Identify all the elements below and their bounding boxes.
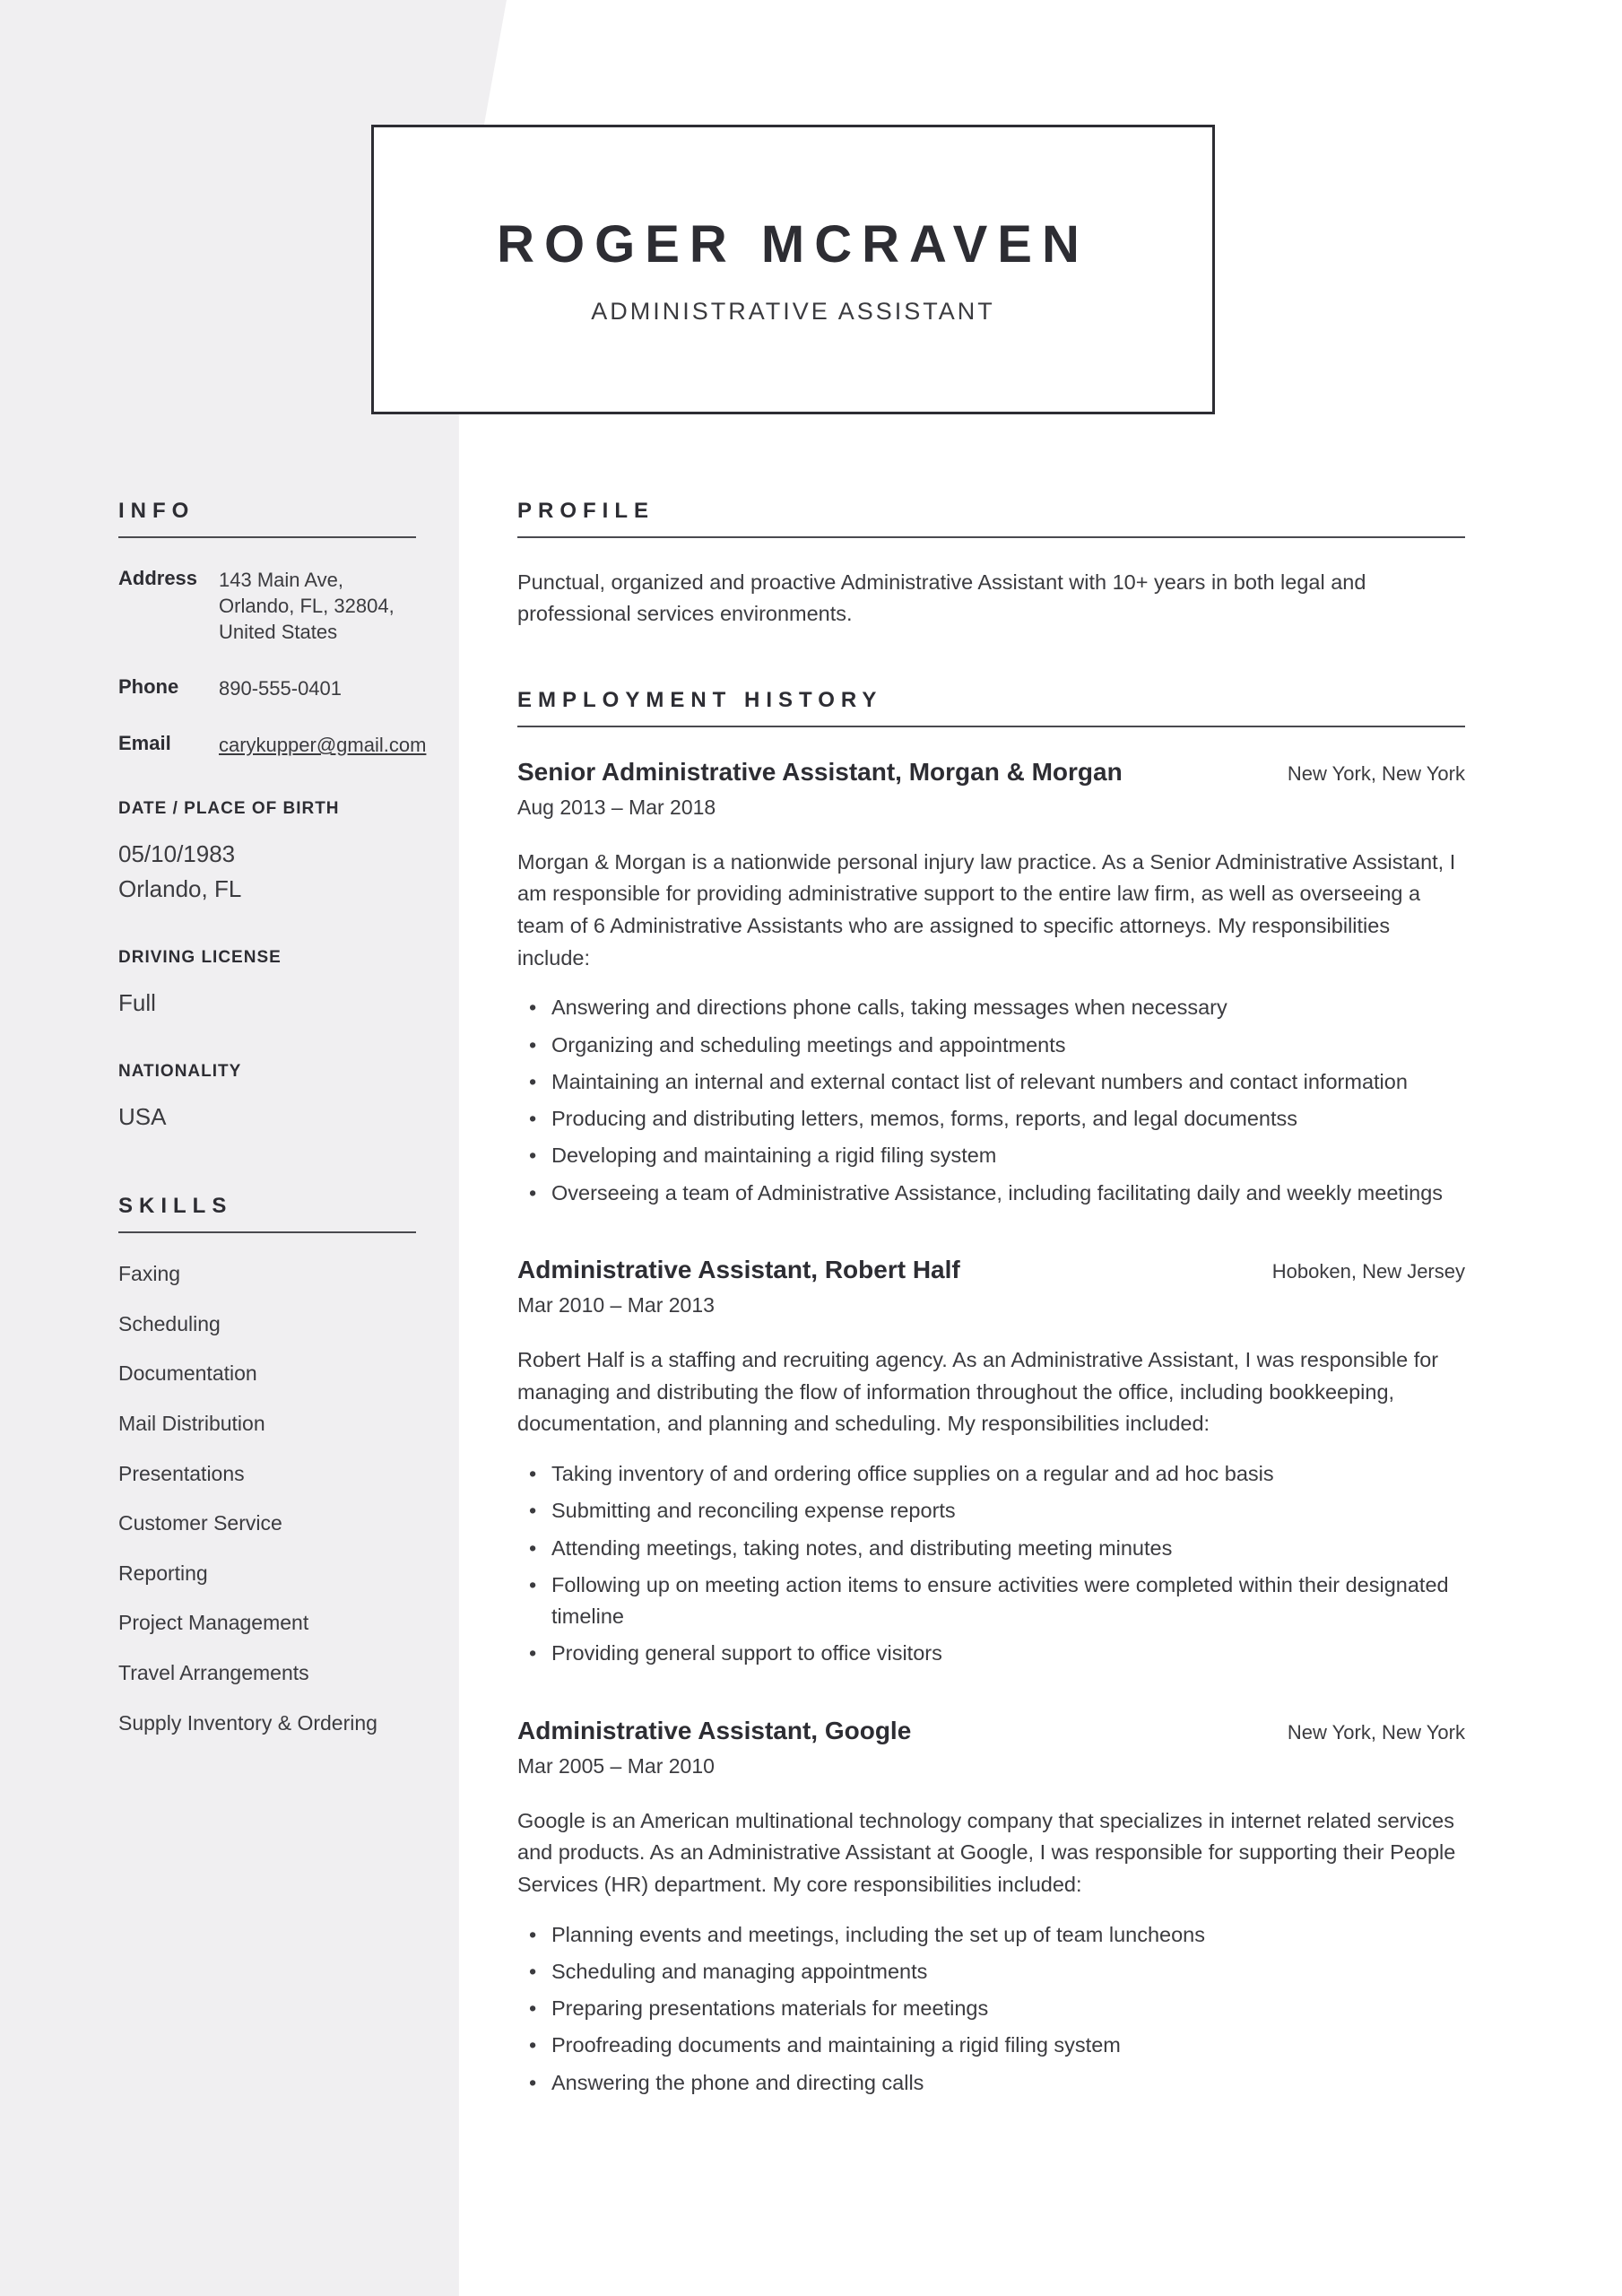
job-header (517, 1256, 1465, 1284)
license-heading: DRIVING LICENSE (118, 948, 282, 968)
skill-item: Scheduling (118, 1311, 221, 1335)
skills-heading: SKILLS (118, 1194, 233, 1219)
job-bullet: • Overseeing a team of Administrative Assistance, including facilitating daily and weekly meetings (517, 1178, 1465, 1209)
job-entry (517, 758, 1465, 1209)
skill-item: Customer Service (118, 1511, 282, 1535)
divider (517, 726, 1465, 727)
profile-heading: PROFILE (517, 499, 655, 523)
job-entry (517, 1256, 1465, 1670)
job-bullet: • Developing and maintaining a rigid filing system (517, 1140, 1465, 1171)
skills-list (118, 1262, 416, 1735)
job-bullet: • Maintaining an internal and external contact list of relevant numbers and contact information (517, 1066, 1465, 1098)
candidate-title: ADMINISTRATIVE ASSISTANT (591, 297, 995, 325)
job-title: Senior Administrative Assistant, Morgan & Morgan (517, 757, 1123, 786)
job-location: Hoboken, New Jersey (1271, 1259, 1465, 1283)
job-header (517, 758, 1465, 787)
dob-heading: DATE / PLACE OF BIRTH (118, 799, 340, 819)
job-bullet: • Planning events and meetings, including the set up of team luncheons (517, 1919, 1465, 1951)
skill-item: Faxing (118, 1262, 181, 1286)
skill-item: Travel Arrangements (118, 1660, 309, 1684)
nationality-heading: NATIONALITY (118, 1062, 242, 1082)
job-description: Morgan & Morgan is a nationwide personal injury law practice. As a Senior Administrative Assistant, I am responsible for providing administrative support to the entire law firm, as well as overseeing a team of 6 Administrative Assistants who are assigned to specific attorneys. My responsibilities include: (517, 849, 1456, 970)
skill-item: Mail Distribution (118, 1411, 265, 1435)
job-description: Google is an American multinational technology company that specializes in internet related services and products. As an Administrative Assistant at Google, I was responsible for supporting their People Services (HR) department. My core responsibilities included: (517, 1808, 1456, 1896)
job-bullet: • Answering the phone and directing calls (517, 2067, 1465, 2099)
job-description: Robert Half is a staffing and recruiting agency. As an Administrative Assistant, I was responsible for managing and distributing the flow of information throughout the office, including bookkeeping, documentation, and planning and scheduling. My responsibilities included: (517, 1347, 1439, 1436)
employment-heading: EMPLOYMENT HISTORY (517, 687, 883, 712)
name-box (371, 125, 1215, 414)
job-bullet: • Submitting and reconciling expense reports (517, 1495, 1465, 1526)
job-dates: Mar 2005 – Mar 2010 (517, 1753, 715, 1778)
job-header (517, 1717, 1465, 1745)
phone-value: 890-555-0401 (219, 677, 343, 700)
divider (118, 536, 416, 538)
job-bullet: • Organizing and scheduling meetings and appointments (517, 1030, 1465, 1061)
skill-item: Documentation (118, 1361, 257, 1386)
job-title: Administrative Assistant, Robert Half (517, 1255, 960, 1283)
candidate-name: ROGER MCRAVEN (497, 214, 1089, 274)
address-value (219, 567, 395, 645)
job-bullet: • Preparing presentations materials for meetings (517, 1993, 1465, 2024)
job-bullet: • Proofreading documents and maintaining a rigid filing system (517, 2030, 1465, 2061)
job-dates: Mar 2010 – Mar 2013 (517, 1292, 715, 1317)
job-bullet: • Producing and distributing letters, memos, forms, reports, and legal documentss (517, 1103, 1465, 1135)
email-link[interactable]: carykupper@gmail.com (219, 734, 427, 757)
skill-item: Reporting (118, 1561, 208, 1585)
jobs-list (517, 758, 1465, 2099)
address-line: Orlando, FL, 32804, (219, 595, 395, 618)
job-bullet: • Taking inventory of and ordering office supplies on a regular and ad hoc basis (517, 1458, 1465, 1490)
address-row (118, 567, 416, 645)
job-title: Administrative Assistant, Google (517, 1716, 912, 1744)
info-heading: INFO (118, 499, 195, 523)
address-line: United States (219, 621, 338, 644)
job-dates: Aug 2013 – Mar 2018 (517, 795, 716, 819)
job-bullet: • Scheduling and managing appointments (517, 1956, 1465, 1987)
divider (118, 1231, 416, 1233)
dob-place: Orlando, FL (118, 875, 242, 903)
job-bullet: • Providing general support to office visitors (517, 1638, 1465, 1669)
job-location: New York, New York (1287, 761, 1465, 785)
job-bullets (517, 1919, 1465, 2099)
job-entry (517, 1717, 1465, 2099)
skill-item: Supply Inventory & Ordering (118, 1710, 377, 1735)
job-bullet: • Answering and directions phone calls, taking messages when necessary (517, 992, 1465, 1023)
phone-label: Phone (118, 675, 179, 699)
address-line: 143 Main Ave, (219, 569, 344, 591)
dob-date: 05/10/1983 (118, 840, 236, 868)
skill-item: Project Management (118, 1611, 309, 1635)
job-bullets (517, 1458, 1465, 1670)
email-label: Email (118, 732, 171, 755)
skill-item: Presentations (118, 1461, 245, 1485)
email-row (118, 732, 427, 758)
job-bullets (517, 992, 1465, 1209)
license-value: Full (118, 989, 156, 1017)
divider (517, 536, 1465, 538)
job-bullet: • Following up on meeting action items to ensure activities were completed within their designated timeline (517, 1570, 1465, 1633)
nationality-value: USA (118, 1103, 167, 1131)
phone-row (118, 675, 416, 701)
address-label: Address (118, 567, 198, 589)
job-bullet: • Attending meetings, taking notes, and distributing meeting minutes (517, 1533, 1465, 1564)
profile-text: Punctual, organized and proactive Administrative Assistant with 10+ years in both legal and professional services environments. (517, 570, 1366, 626)
job-location: New York, New York (1287, 1720, 1465, 1744)
